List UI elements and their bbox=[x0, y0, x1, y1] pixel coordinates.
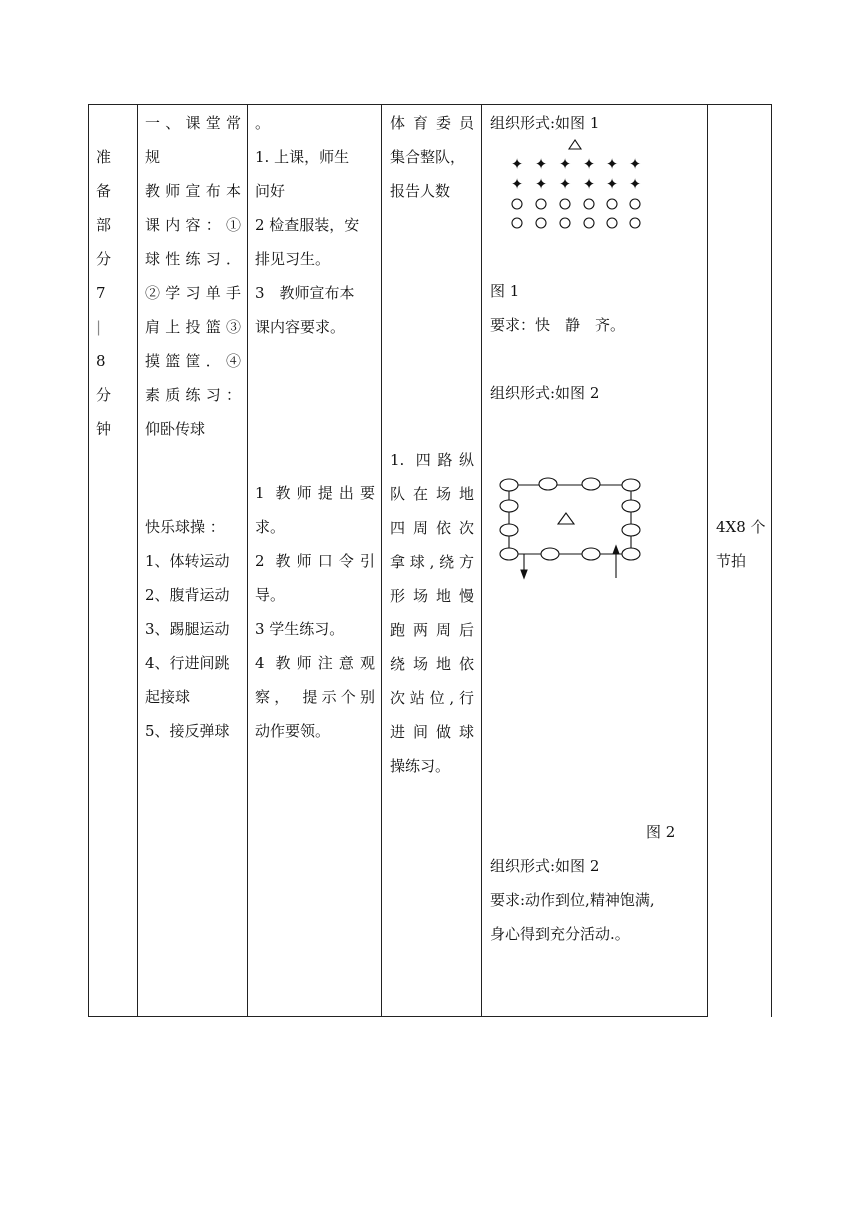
requirement-2-line: 要求:动作到位,精神饱满, bbox=[490, 891, 655, 909]
student-line: 报告人数 bbox=[390, 182, 451, 200]
student-line: 跑两周后 bbox=[390, 621, 474, 639]
figure-2-caption: 图 2 bbox=[646, 823, 676, 841]
student-line: 集合整队， bbox=[390, 148, 466, 166]
content-line: 规 bbox=[145, 148, 161, 166]
student-block-routine bbox=[390, 106, 474, 208]
svg-text:✦: ✦ bbox=[582, 175, 596, 193]
content-line: 3、踢腿运动 bbox=[145, 620, 230, 638]
teacher-line: 课内容要求。 bbox=[255, 318, 346, 336]
teacher-line: 1. 上课，师生 bbox=[255, 148, 350, 166]
formation-diagram-2 bbox=[495, 470, 655, 585]
student-rows-circles bbox=[512, 199, 640, 228]
student-line: 体育委员 bbox=[390, 114, 474, 132]
student-line: 操练习。 bbox=[390, 757, 451, 775]
svg-text:✦: ✦ bbox=[558, 155, 572, 173]
section-char: 备 bbox=[96, 182, 112, 200]
student-line: 进间做球 bbox=[390, 723, 474, 741]
svg-text:✦: ✦ bbox=[582, 155, 596, 173]
teacher-triangle-icon bbox=[558, 513, 574, 524]
svg-text:✦: ✦ bbox=[510, 175, 524, 193]
col-divider-1 bbox=[137, 104, 138, 1017]
requirement-2 bbox=[490, 883, 702, 951]
col-divider-2 bbox=[247, 104, 248, 1017]
content-line: 素质练习： bbox=[145, 386, 241, 404]
teacher-line: 排见习生。 bbox=[255, 250, 331, 268]
student-line: 形场地慢 bbox=[390, 587, 474, 605]
svg-text:✦: ✦ bbox=[534, 175, 548, 193]
content-line: 2、腹背运动 bbox=[145, 586, 230, 604]
section-char: 分 bbox=[96, 386, 112, 404]
org-form-3: 组织形式:如图 2 bbox=[490, 857, 600, 875]
teacher-line: 3 教师宣布本 bbox=[255, 284, 355, 302]
content-block-ball-exercise bbox=[145, 510, 241, 748]
svg-text:✦: ✦ bbox=[534, 155, 548, 173]
section-char: 分 bbox=[96, 250, 112, 268]
student-line: 队在场地 bbox=[390, 485, 474, 503]
content-line: 起接球 bbox=[145, 688, 191, 706]
teacher-block-routine bbox=[255, 106, 375, 344]
svg-text:✦: ✦ bbox=[628, 175, 642, 193]
content-line: 快乐球操 ： bbox=[145, 518, 225, 536]
teacher-line: 3 学生练习。 bbox=[255, 620, 345, 638]
content-line: 课内容：① bbox=[145, 216, 241, 234]
student-line: 拿球,绕方 bbox=[390, 553, 474, 571]
teacher-line: 求。 bbox=[255, 518, 286, 536]
up-arrow-icon bbox=[613, 546, 619, 578]
content-line: 一、课堂常 bbox=[145, 114, 241, 132]
requirement-1: 要求：快 静 齐。 bbox=[490, 316, 626, 334]
teacher-line: 2 教师口令引 bbox=[255, 552, 375, 570]
content-block-routine bbox=[145, 106, 241, 446]
exercise-load bbox=[716, 510, 768, 578]
content-line: 5、接反弹球 bbox=[145, 722, 230, 740]
section-char: 部 bbox=[96, 216, 112, 234]
student-rows-stars bbox=[511, 155, 642, 193]
content-line: 教师宣布本 bbox=[145, 182, 241, 200]
teacher-triangle-icon bbox=[569, 140, 581, 149]
load-line: 4X8 个 bbox=[716, 518, 766, 536]
col-divider-0 bbox=[88, 104, 89, 1017]
section-char: 7 bbox=[96, 284, 106, 302]
formation-diagram-1 bbox=[505, 136, 645, 232]
col-divider-5 bbox=[707, 104, 708, 1017]
teacher-line: 问好 bbox=[255, 182, 286, 200]
teacher-line: 4 教师注意观 bbox=[255, 654, 375, 672]
teacher-line: 察， 提示个别 bbox=[255, 688, 375, 706]
org-form-2: 组织形式:如图 2 bbox=[490, 384, 600, 402]
student-line: 四周依次 bbox=[390, 519, 474, 537]
org-form-1: 组织形式:如图 1 bbox=[490, 114, 600, 132]
section-char: 钟 bbox=[96, 420, 112, 438]
content-line: 1、体转运动 bbox=[145, 552, 230, 570]
teacher-line: 1 教师提出要 bbox=[255, 484, 375, 502]
col-divider-6 bbox=[771, 104, 772, 1017]
student-line: 1. 四路纵 bbox=[390, 451, 474, 469]
section-char: 准 bbox=[96, 148, 112, 166]
svg-text:✦: ✦ bbox=[510, 155, 524, 173]
teacher-line: 。 bbox=[255, 114, 271, 132]
student-block-ball-exercise bbox=[390, 443, 474, 783]
teacher-line: 2 检查服装，安 bbox=[255, 216, 360, 234]
load-line: 节拍 bbox=[716, 552, 747, 570]
content-line: 摸篮筐．④ bbox=[145, 352, 241, 370]
section-char: | bbox=[96, 318, 102, 336]
content-line: 4、行进间跳 bbox=[145, 654, 230, 672]
content-line: 肩上投篮③ bbox=[145, 318, 241, 336]
svg-text:✦: ✦ bbox=[628, 155, 642, 173]
table-top-border bbox=[88, 104, 772, 105]
content-line: 仰卧传球 bbox=[145, 420, 206, 438]
svg-text:✦: ✦ bbox=[558, 175, 572, 193]
student-line: 绕场地依 bbox=[390, 655, 474, 673]
content-line: 球性练习． bbox=[145, 250, 241, 268]
section-char: 8 bbox=[96, 352, 106, 370]
section-label bbox=[96, 140, 126, 446]
figure-1-caption: 图 1 bbox=[490, 282, 520, 300]
teacher-block-ball-exercise bbox=[255, 476, 375, 748]
student-line: 次站位,行 bbox=[390, 689, 474, 707]
svg-text:✦: ✦ bbox=[605, 155, 619, 173]
teacher-line: 动作要领。 bbox=[255, 722, 331, 740]
svg-text:✦: ✦ bbox=[605, 175, 619, 193]
table-bottom-border bbox=[88, 1016, 708, 1017]
col-divider-3 bbox=[381, 104, 382, 1017]
teacher-line: 导。 bbox=[255, 586, 286, 604]
square-track bbox=[509, 485, 631, 554]
col-divider-4 bbox=[481, 104, 482, 1017]
down-arrow-icon bbox=[521, 554, 527, 578]
requirement-2-line: 身心得到充分活动.。 bbox=[490, 925, 630, 943]
content-line: ②学习单手 bbox=[145, 284, 241, 302]
